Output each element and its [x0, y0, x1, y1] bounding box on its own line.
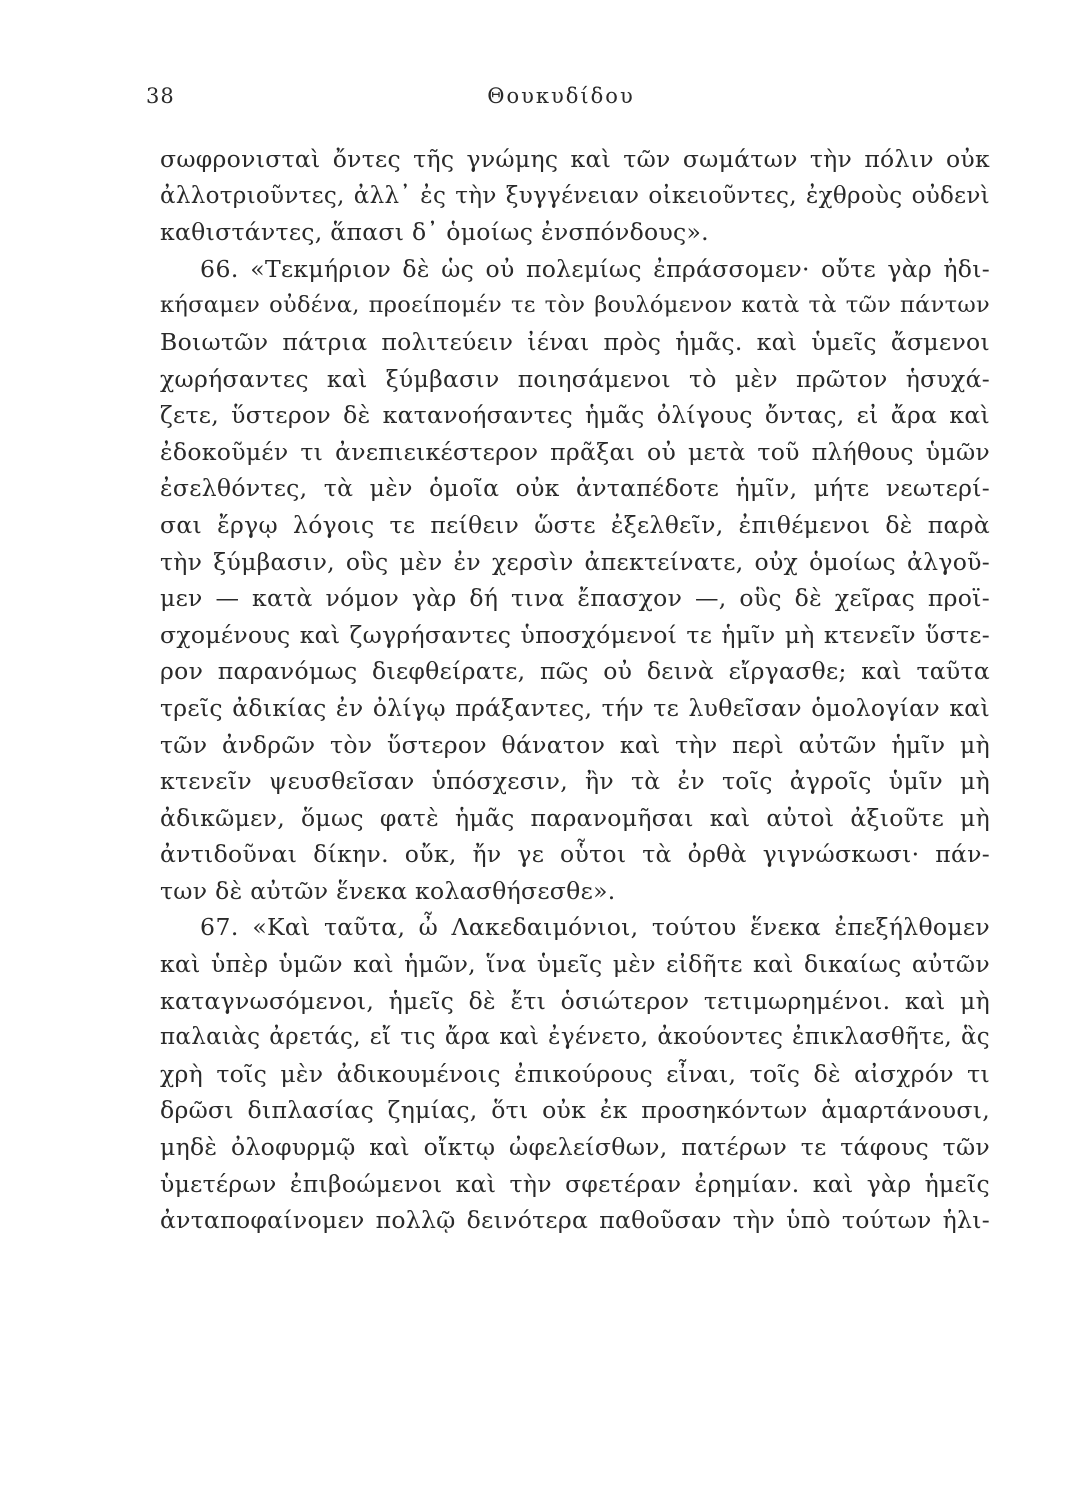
text-line: τὴν ξύμβασιν, οὓς μὲν ἐν χερσὶν ἀπεκτείνατε, οὐχ ὁμοίως ἀλγοῦ-	[160, 547, 990, 576]
text-line: κτενεῖν ψευσθεῖσαν ὑπόσχεσιν, ἢν τὰ ἐν τοῖς ἀγροῖς ὑμῖν μὴ	[160, 767, 990, 796]
text-line: ζετε, ὕστερον δὲ κατανοήσαντες ἡμᾶς ὀλίγους ὄντας, εἰ ἄρα καὶ	[160, 401, 990, 430]
text-line: μηδὲ ὀλοφυρμῷ καὶ οἴκτῳ ὠφελείσθων, πατέρων τε τάφους τῶν	[160, 1133, 990, 1162]
text-line: δρῶσι διπλασίας ζημίας, ὅτι οὐκ ἐκ προσηκόντων ἁμαρτάνουσι,	[160, 1096, 990, 1125]
section-66-first-line	[160, 251, 990, 288]
text-line: «Τεκμήριον δὲ ὡς οὐ πολεμίως ἐπράσσομεν· οὔτε γὰρ ἠδι-	[250, 254, 990, 283]
text-line: κήσαμεν οὐδένα, προείπομέν τε τὸν βουλόμενον κατὰ τὰ τῶν πάντων	[160, 292, 990, 319]
text-line: Βοιωτῶν πάτρια πολιτεύειν ἰέναι πρὸς ἡμᾶς. καὶ ὑμεῖς ἄσμενοι	[160, 327, 990, 356]
section-number: 66.	[200, 254, 239, 283]
section-67-first-line	[160, 909, 990, 946]
text-line: σχομένους καὶ ζωγρήσαντες ὑποσχόμενοί τε ἡμῖν μὴ κτενεῖν ὕστε-	[160, 620, 990, 649]
text-line: των δὲ αὐτῶν ἕνεκα κολασθήσεσθε».	[160, 876, 616, 905]
page-number: 38	[146, 84, 175, 108]
text-line: τρεῖς ἀδικίας ἐν ὀλίγῳ πράξαντες, τήν τε λυθεῖσαν ὁμολογίαν καὶ	[160, 693, 990, 722]
text-line: ἀλλοτριοῦντες, ἀλλ᾽ ἐς τὴν ξυγγένειαν οἰκειοῦντες, ἐχθροὺς οὐδενὶ	[160, 182, 990, 209]
text-line: ἀντιδοῦναι δίκην. οὔκ, ἤν γε οὗτοι τὰ ὀρθὰ γιγνώσκωσι· πάν-	[160, 840, 990, 869]
text-line: χωρήσαντες καὶ ξύμβασιν ποιησάμενοι τὸ μὲν πρῶτον ἡσυχά-	[160, 364, 990, 393]
text-line: χρὴ τοῖς μὲν ἀδικουμένοις ἐπικούρους εἶναι, τοῖς δὲ αἰσχρόν τι	[160, 1059, 990, 1088]
text-line: «Καὶ ταῦτα, ὦ Λακεδαιμόνιοι, τούτου ἕνεκα ἐπεξήλθομεν	[252, 913, 990, 942]
text-line: μεν — κατὰ νόμον γὰρ δή τινα ἔπασχον —, οὓς δὲ χεῖρας προϊ-	[160, 584, 990, 613]
running-title: Θουκυδίδου	[487, 84, 635, 108]
text-line: καθιστάντες, ἅπασι δ᾽ ὁμοίως ἐνσπόνδους».	[160, 218, 709, 247]
text-line: παλαιὰς ἀρετάς, εἴ τις ἄρα καὶ ἐγένετο, ἀκούοντες ἐπικλασθῆτε, ἃς	[160, 1024, 990, 1051]
running-head	[146, 84, 936, 118]
text-line: σαι ἔργῳ λόγοις τε πείθειν ὥστε ἐξελθεῖν, ἐπιθέμενοι δὲ παρὰ	[160, 510, 990, 539]
text-line: τῶν ἀνδρῶν τὸν ὕστερον θάνατον καὶ τὴν περὶ αὐτῶν ἡμῖν μὴ	[160, 730, 990, 759]
text-line: ὑμετέρων ἐπιβοώμενοι καὶ τὴν σφετέραν ἐρημίαν. καὶ γὰρ ἡμεῖς	[160, 1169, 990, 1198]
text-line: ἀνταποφαίνομεν πολλῷ δεινότερα παθοῦσαν τὴν ὑπὸ τούτων ἡλι-	[160, 1206, 990, 1235]
text-line: ἀδικῶμεν, ὅμως φατὲ ἡμᾶς παρανομῆσαι καὶ αὐτοὶ ἀξιοῦτε μὴ	[160, 803, 990, 832]
text-line: καταγνωσόμενοι, ἡμεῖς δὲ ἔτι ὁσιώτερον τετιμωρημένοι. καὶ μὴ	[160, 986, 990, 1015]
body-text	[160, 141, 990, 1239]
text-line: ρον παρανόμως διεφθείρατε, πῶς οὐ δεινὰ εἴργασθε; καὶ ταῦτα	[160, 657, 990, 686]
section-number: 67.	[200, 913, 239, 942]
text-line: σωφρονισταὶ ὄντες τῆς γνώμης καὶ τῶν σωμάτων τὴν πόλιν οὐκ	[160, 145, 990, 173]
text-line: ἐδοκοῦμέν τι ἀνεπιεικέστερον πρᾶξαι οὐ μετὰ τοῦ πλήθους ὑμῶν	[160, 437, 990, 466]
text-line: ἐσελθόντες, τὰ μὲν ὁμοῖα οὐκ ἀνταπέδοτε ἡμῖν, μήτε νεωτερί-	[160, 474, 990, 503]
text-line: καὶ ὑπὲρ ὑμῶν καὶ ἡμῶν, ἵνα ὑμεῖς μὲν εἰδῆτε καὶ δικαίως αὐτῶν	[160, 950, 990, 979]
